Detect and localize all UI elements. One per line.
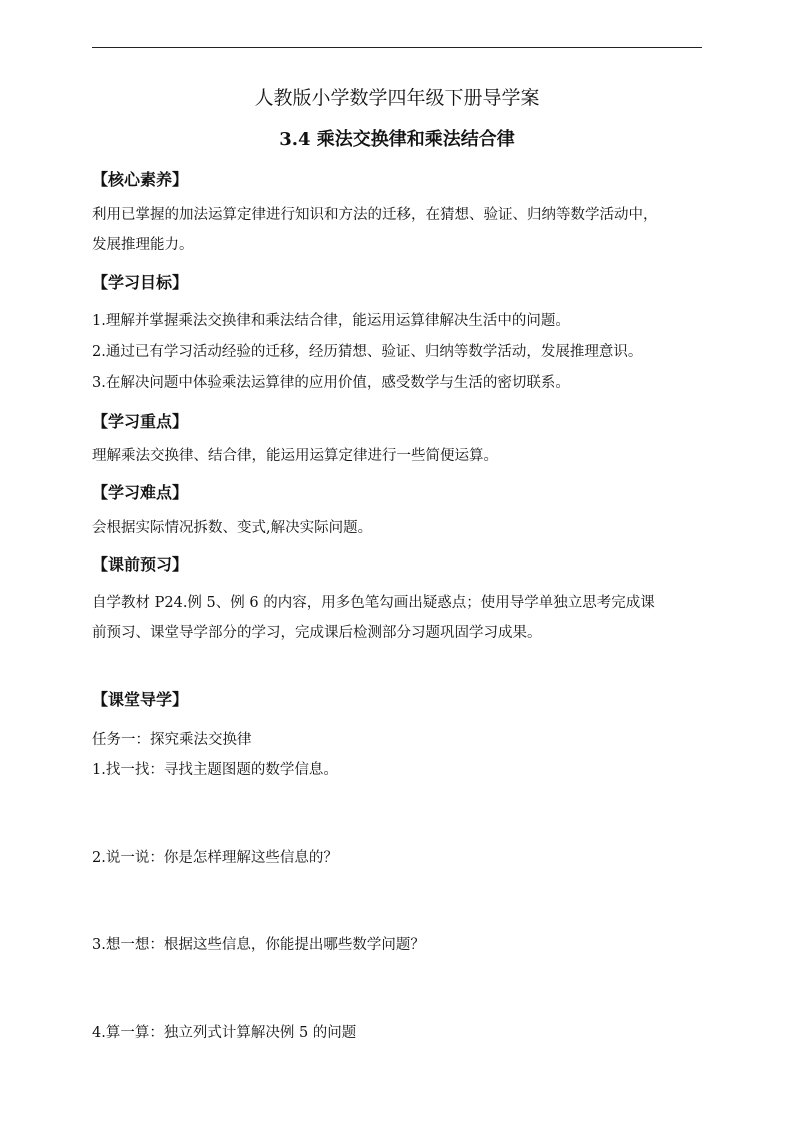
section-heading-goals: 【学习目标】 <box>92 273 189 292</box>
preview-text-line-2: 前预习、课堂导学部分的学习，完成课后检测部分习题巩固学习成果。 <box>92 625 542 641</box>
preview-text-line-1: 自学教材 P24.例 5、例 6 的内容，用多色笔勾画出疑惑点；使用导学单独立思考完成课 <box>92 595 655 611</box>
goal-item-1: 1.理解并掌握乘法交换律和乘法结合律，能运用运算律解决生活中的问题。 <box>92 313 570 329</box>
guide-step-1: 1.找一找：寻找主题图题的数学信息。 <box>92 762 338 778</box>
guide-step-3: 3.想一想：根据这些信息，你能提出哪些数学问题？ <box>92 937 425 953</box>
guide-step-2: 2.说一说：你是怎样理解这些信息的？ <box>92 850 338 866</box>
goal-item-3: 3.在解决问题中体验乘法运算律的应用价值，感受数学与生活的密切联系。 <box>92 375 570 391</box>
section-heading-difficulties: 【学习难点】 <box>92 483 189 502</box>
section-heading-preview: 【课前预习】 <box>92 555 189 574</box>
document-title: 人教版小学数学四年级下册导学案 <box>254 87 540 109</box>
key-points-text: 理解乘法交换律、结合律，能运用运算定律进行一些简便运算。 <box>92 448 498 464</box>
section-heading-core: 【核心素养】 <box>92 170 189 189</box>
guide-task-title: 任务一：探究乘法交换律 <box>92 732 252 748</box>
guide-step-4: 4.算一算：独立列式计算解决例 5 的问题 <box>92 1025 357 1041</box>
core-text-line-1: 利用已掌握的加法运算定律进行知识和方法的迁移，在猜想、验证、归纳等数学活动中， <box>92 207 658 223</box>
section-heading-guide: 【课堂导学】 <box>92 690 189 709</box>
header-rule <box>92 47 702 48</box>
section-heading-key-points: 【学习重点】 <box>92 412 189 431</box>
core-text-line-2: 发展推理能力。 <box>92 237 194 253</box>
difficulties-text: 会根据实际情况拆数、变式,解决实际问题。 <box>92 520 373 536</box>
goal-item-2: 2.通过已有学习活动经验的迁移，经历猜想、验证、归纳等数学活动，发展推理意识。 <box>92 344 643 360</box>
lesson-title: 3.4 乘法交换律和乘法结合律 <box>279 129 515 150</box>
